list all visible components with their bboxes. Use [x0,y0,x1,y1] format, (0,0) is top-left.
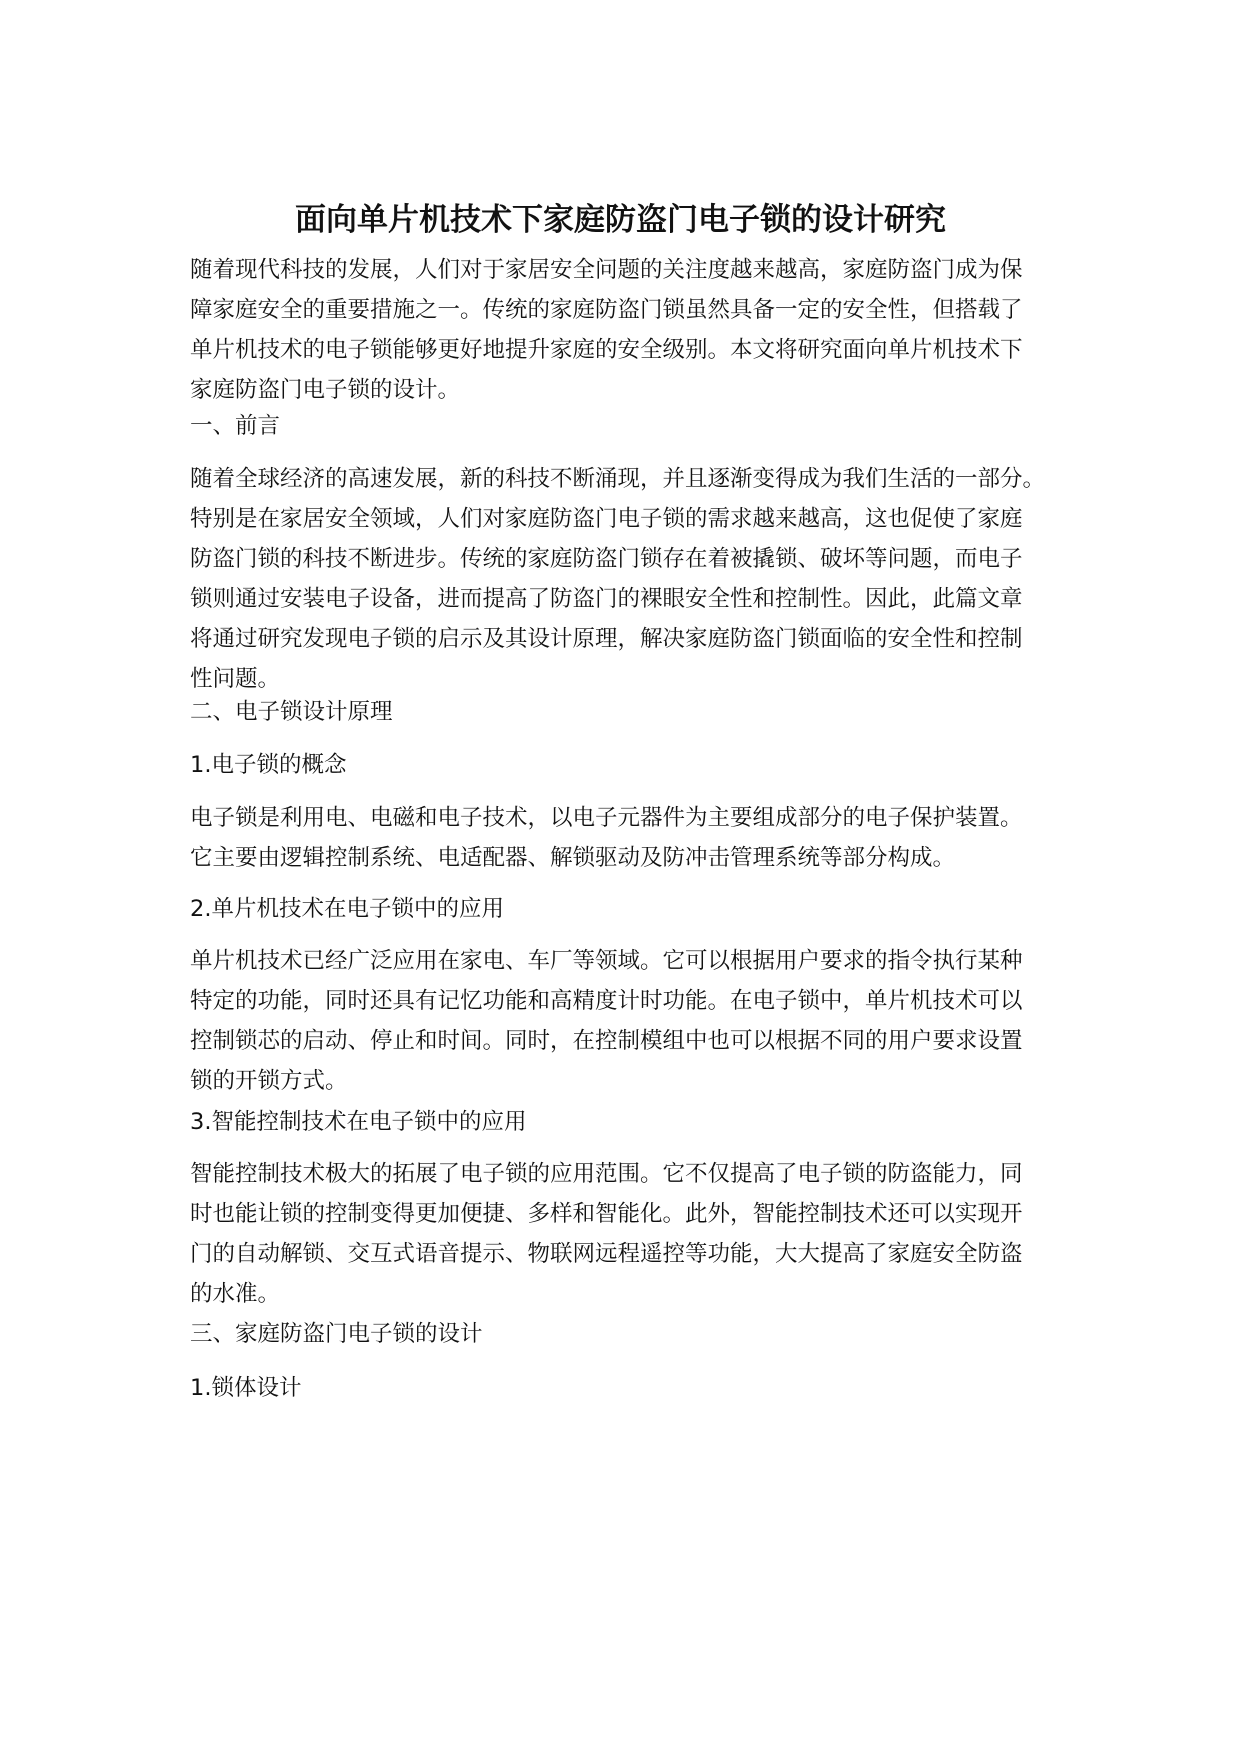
mcu-paragraph [190,941,1070,1101]
section-heading-principle: 二、电子锁设计原理 [190,699,393,725]
paragraph-line: 家庭防盗门电子锁的设计。 [190,377,461,403]
paragraph-line: 时也能让锁的控制变得更加便捷、多样和智能化。此外，智能控制技术还可以实现开 [190,1201,1023,1227]
paragraph-line: 随着全球经济的高速发展，新的科技不断涌现，并且逐渐变得成为我们生活的一部分。 [190,466,1046,492]
section-heading-preface: 一、前言 [190,413,281,439]
subsection-heading-lock-body: 1.锁体设计 [190,1375,302,1401]
paragraph-line: 性问题。 [190,666,281,692]
subsection-heading-concept: 1.电子锁的概念 [190,752,347,778]
paragraph-line: 它主要由逻辑控制系统、电适配器、解锁驱动及防冲击管理系统等部分构成。 [190,845,956,871]
intro-paragraph [190,250,1070,410]
document-title: 面向单片机技术下家庭防盗门电子锁的设计研究 [295,201,946,238]
subsection-heading-smart-control: 3.智能控制技术在电子锁中的应用 [190,1109,527,1135]
paragraph-line: 的水准。 [190,1281,281,1307]
paragraph-line: 障家庭安全的重要措施之一。传统的家庭防盗门锁虽然具备一定的安全性，但搭载了 [190,297,1023,323]
preface-paragraph [190,459,1070,699]
paragraph-line: 单片机技术的电子锁能够更好地提升家庭的安全级别。本文将研究面向单片机技术下 [190,337,1023,363]
paragraph-line: 门的自动解锁、交互式语音提示、物联网远程遥控等功能，大大提高了家庭安全防盗 [190,1241,1023,1267]
subsection-heading-mcu: 2.单片机技术在电子锁中的应用 [190,896,504,922]
paragraph-line: 特别是在家居安全领域，人们对家庭防盗门电子锁的需求越来越高，这也促使了家庭 [190,506,1023,532]
paragraph-line: 特定的功能，同时还具有记忆功能和高精度计时功能。在电子锁中，单片机技术可以 [190,988,1023,1014]
paragraph-line: 单片机技术已经广泛应用在家电、车厂等领域。它可以根据用户要求的指令执行某种 [190,948,1023,974]
paragraph-line: 电子锁是利用电、电磁和电子技术，以电子元器件为主要组成部分的电子保护装置。 [190,805,1023,831]
paragraph-line: 随着现代科技的发展，人们对于家居安全问题的关注度越来越高，家庭防盗门成为保 [190,257,1023,283]
paragraph-line: 防盗门锁的科技不断进步。传统的家庭防盗门锁存在着被撬锁、破坏等问题，而电子 [190,546,1023,572]
smart-control-paragraph [190,1154,1070,1314]
section-heading-design: 三、家庭防盗门电子锁的设计 [190,1321,483,1347]
paragraph-line: 控制锁芯的启动、停止和时间。同时，在控制模组中也可以根据不同的用户要求设置 [190,1028,1023,1054]
paragraph-line: 智能控制技术极大的拓展了电子锁的应用范围。它不仅提高了电子锁的防盗能力，同 [190,1161,1023,1187]
concept-paragraph [190,798,1070,878]
paragraph-line: 锁的开锁方式。 [190,1068,348,1094]
paragraph-line: 锁则通过安装电子设备，进而提高了防盗门的裸眼安全性和控制性。因此，此篇文章 [190,586,1023,612]
paragraph-line: 将通过研究发现电子锁的启示及其设计原理，解决家庭防盗门锁面临的安全性和控制 [190,626,1023,652]
